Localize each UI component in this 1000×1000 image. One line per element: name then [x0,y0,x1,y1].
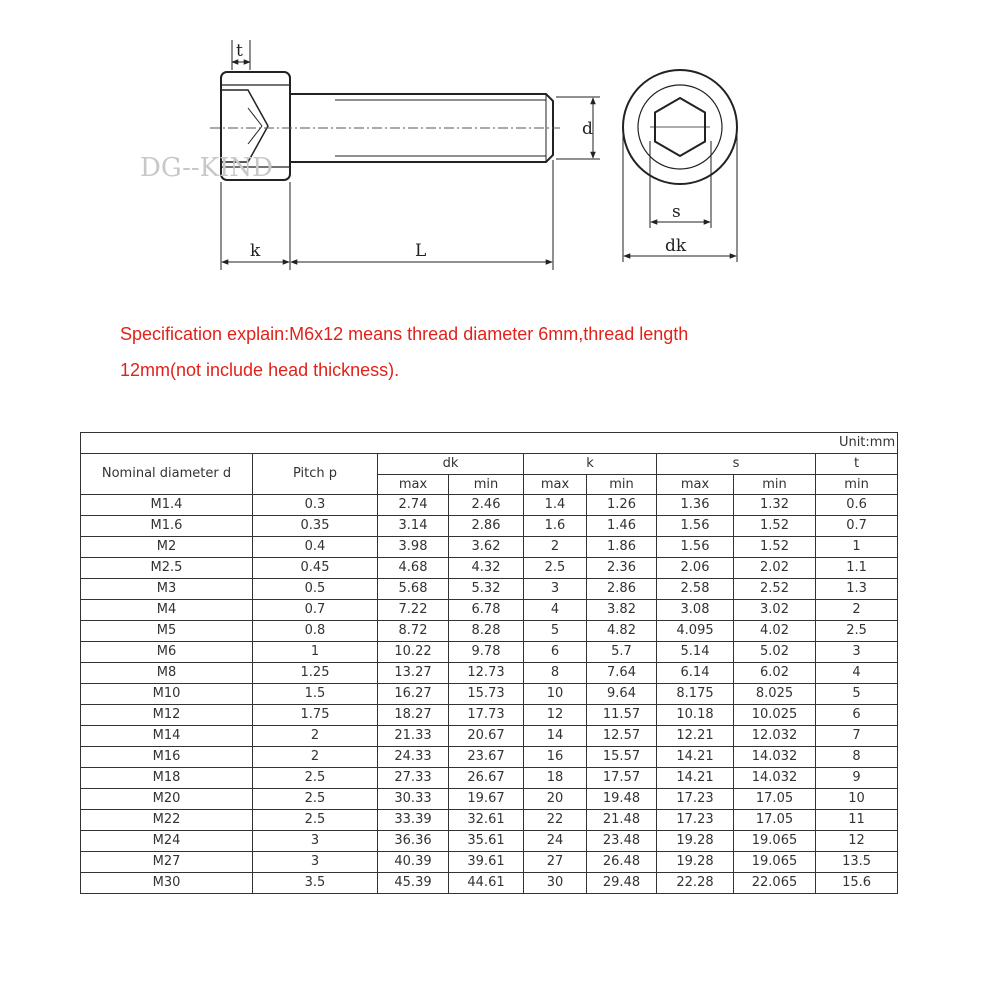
cell-s-max: 3.08 [657,600,734,621]
cell-t-min: 15.6 [816,873,898,894]
cell-pitch: 1.5 [253,684,378,705]
cell-t-min: 8 [816,747,898,768]
cell-k-max: 16 [524,747,587,768]
cell-dk-min: 6.78 [449,600,524,621]
cell-dk-min: 4.32 [449,558,524,579]
cell-s-max: 17.23 [657,810,734,831]
cell-s-min: 19.065 [734,831,816,852]
cell-pitch: 2 [253,747,378,768]
cell-dk-max: 36.36 [378,831,449,852]
cell-dk-max: 13.27 [378,663,449,684]
cell-s-min: 14.032 [734,768,816,789]
spec-explain-line-1: Specification explain:M6x12 means thread diameter 6mm,thread length [120,324,689,344]
cell-k-min: 3.82 [587,600,657,621]
cell-k-max: 18 [524,768,587,789]
cell-dk-max: 21.33 [378,726,449,747]
table-row [81,558,898,579]
cell-s-min: 3.02 [734,600,816,621]
cell-k-min: 9.64 [587,684,657,705]
cell-dk-max: 30.33 [378,789,449,810]
cell-s-min: 19.065 [734,852,816,873]
table-row [81,516,898,537]
cell-nominal: M12 [81,705,253,726]
cell-s-max: 6.14 [657,663,734,684]
cell-k-max: 1.6 [524,516,587,537]
cell-nominal: M1.6 [81,516,253,537]
table-row [81,495,898,516]
cell-nominal: M1.4 [81,495,253,516]
cell-dk-min: 39.61 [449,852,524,873]
cell-k-max: 8 [524,663,587,684]
cell-k-min: 19.48 [587,789,657,810]
cell-nominal: M5 [81,621,253,642]
cell-pitch: 0.8 [253,621,378,642]
label-L: L [415,241,427,261]
cell-s-max: 8.175 [657,684,734,705]
cell-k-min: 12.57 [587,726,657,747]
cell-k-min: 1.26 [587,495,657,516]
table-row [81,789,898,810]
watermark: DG--KIND [140,153,273,183]
header-s-min: min [734,475,816,495]
cell-dk-min: 2.86 [449,516,524,537]
table-row [81,600,898,621]
cell-pitch: 0.7 [253,600,378,621]
table-row [81,621,898,642]
table-row [81,579,898,600]
cell-dk-min: 32.61 [449,810,524,831]
cell-s-min: 5.02 [734,642,816,663]
cell-pitch: 0.4 [253,537,378,558]
cell-s-max: 1.36 [657,495,734,516]
cell-s-min: 10.025 [734,705,816,726]
cell-dk-max: 5.68 [378,579,449,600]
cell-k-max: 24 [524,831,587,852]
label-t: t [236,41,243,61]
screw-technical-drawing [0,0,1000,300]
cell-k-min: 21.48 [587,810,657,831]
cell-dk-min: 15.73 [449,684,524,705]
cell-pitch: 3.5 [253,873,378,894]
cell-k-min: 23.48 [587,831,657,852]
cell-k-min: 26.48 [587,852,657,873]
table-row [81,831,898,852]
cell-k-max: 2.5 [524,558,587,579]
cell-dk-min: 23.67 [449,747,524,768]
cell-t-min: 2 [816,600,898,621]
cell-pitch: 2.5 [253,768,378,789]
cell-s-min: 6.02 [734,663,816,684]
cell-nominal: M4 [81,600,253,621]
cell-dk-max: 8.72 [378,621,449,642]
table-row [81,705,898,726]
cell-pitch: 3 [253,831,378,852]
cell-s-max: 19.28 [657,852,734,873]
cell-t-min: 1.1 [816,558,898,579]
label-dk: dk [665,236,687,256]
cell-k-max: 2 [524,537,587,558]
cell-s-max: 10.18 [657,705,734,726]
cell-dk-min: 17.73 [449,705,524,726]
cell-nominal: M16 [81,747,253,768]
table-row [81,663,898,684]
cell-k-min: 2.36 [587,558,657,579]
label-k: k [250,241,261,261]
cell-t-min: 7 [816,726,898,747]
cell-k-max: 12 [524,705,587,726]
cell-pitch: 0.35 [253,516,378,537]
screw-head-end-view [623,70,737,184]
cell-nominal: M20 [81,789,253,810]
cell-dk-min: 12.73 [449,663,524,684]
cell-dk-max: 3.14 [378,516,449,537]
cell-t-min: 2.5 [816,621,898,642]
cell-k-max: 6 [524,642,587,663]
header-nominal-diameter: Nominal diameter d [81,454,253,495]
cell-s-min: 1.52 [734,516,816,537]
cell-s-max: 19.28 [657,831,734,852]
cell-s-max: 12.21 [657,726,734,747]
cell-nominal: M2.5 [81,558,253,579]
cell-s-min: 17.05 [734,789,816,810]
label-d: d [582,119,593,139]
cell-dk-min: 20.67 [449,726,524,747]
cell-pitch: 0.45 [253,558,378,579]
cell-dk-min: 44.61 [449,873,524,894]
table-row [81,852,898,873]
header-s-max: max [657,475,734,495]
cell-nominal: M18 [81,768,253,789]
cell-t-min: 6 [816,705,898,726]
cell-k-max: 22 [524,810,587,831]
cell-k-max: 1.4 [524,495,587,516]
cell-dk-max: 45.39 [378,873,449,894]
cell-dk-max: 10.22 [378,642,449,663]
table-row [81,810,898,831]
cell-pitch: 0.5 [253,579,378,600]
cell-nominal: M10 [81,684,253,705]
cell-dk-max: 40.39 [378,852,449,873]
cell-s-min: 1.32 [734,495,816,516]
cell-t-min: 10 [816,789,898,810]
table-row [81,873,898,894]
cell-dk-max: 18.27 [378,705,449,726]
cell-nominal: M3 [81,579,253,600]
header-t: t [816,454,898,475]
cell-t-min: 1 [816,537,898,558]
cell-dk-max: 3.98 [378,537,449,558]
table-row [81,768,898,789]
cell-k-max: 10 [524,684,587,705]
cell-dk-min: 2.46 [449,495,524,516]
cell-s-min: 8.025 [734,684,816,705]
cell-k-max: 30 [524,873,587,894]
cell-s-max: 17.23 [657,789,734,810]
cell-t-min: 3 [816,642,898,663]
header-k-min: min [587,475,657,495]
header-k-max: max [524,475,587,495]
cell-s-min: 14.032 [734,747,816,768]
cell-nominal: M8 [81,663,253,684]
cell-k-max: 14 [524,726,587,747]
cell-s-min: 12.032 [734,726,816,747]
header-s: s [657,454,816,475]
table-body [81,495,898,894]
cell-nominal: M14 [81,726,253,747]
label-s: s [672,202,681,222]
cell-s-max: 22.28 [657,873,734,894]
cell-dk-min: 8.28 [449,621,524,642]
header-dk-min: min [449,475,524,495]
table-row [81,726,898,747]
cell-dk-max: 16.27 [378,684,449,705]
cell-nominal: M2 [81,537,253,558]
cell-nominal: M27 [81,852,253,873]
cell-k-min: 17.57 [587,768,657,789]
cell-s-min: 22.065 [734,873,816,894]
cell-s-min: 2.02 [734,558,816,579]
cell-s-max: 2.06 [657,558,734,579]
cell-s-max: 5.14 [657,642,734,663]
cell-s-max: 2.58 [657,579,734,600]
cell-k-min: 2.86 [587,579,657,600]
cell-s-max: 1.56 [657,516,734,537]
cell-k-min: 4.82 [587,621,657,642]
cell-dk-min: 3.62 [449,537,524,558]
cell-s-max: 14.21 [657,768,734,789]
cell-k-max: 4 [524,600,587,621]
cell-k-max: 5 [524,621,587,642]
header-t-min: min [816,475,898,495]
table-row [81,684,898,705]
cell-t-min: 9 [816,768,898,789]
cell-pitch: 2.5 [253,810,378,831]
header-k: k [524,454,657,475]
header-pitch: Pitch p [253,454,378,495]
dimension-table [80,432,898,894]
cell-t-min: 13.5 [816,852,898,873]
unit-label: Unit:mm [81,433,898,454]
cell-pitch: 1 [253,642,378,663]
cell-dk-min: 26.67 [449,768,524,789]
cell-s-max: 14.21 [657,747,734,768]
cell-pitch: 2 [253,726,378,747]
cell-dk-min: 9.78 [449,642,524,663]
cell-k-min: 29.48 [587,873,657,894]
cell-dk-max: 4.68 [378,558,449,579]
table-row [81,747,898,768]
cell-nominal: M30 [81,873,253,894]
cell-t-min: 0.7 [816,516,898,537]
cell-k-max: 3 [524,579,587,600]
cell-dk-max: 27.33 [378,768,449,789]
cell-s-max: 1.56 [657,537,734,558]
cell-dk-max: 2.74 [378,495,449,516]
cell-k-min: 1.86 [587,537,657,558]
cell-s-max: 4.095 [657,621,734,642]
cell-dk-min: 5.32 [449,579,524,600]
cell-k-min: 15.57 [587,747,657,768]
cell-pitch: 0.3 [253,495,378,516]
cell-k-min: 1.46 [587,516,657,537]
cell-t-min: 4 [816,663,898,684]
cell-s-min: 1.52 [734,537,816,558]
spec-explain-line-2: 12mm(not include head thickness). [120,360,400,380]
cell-pitch: 3 [253,852,378,873]
cell-nominal: M22 [81,810,253,831]
dimension-d [556,97,600,159]
cell-t-min: 12 [816,831,898,852]
header-dk: dk [378,454,524,475]
table-row [81,537,898,558]
table-row [81,642,898,663]
cell-t-min: 0.6 [816,495,898,516]
cell-pitch: 2.5 [253,789,378,810]
cell-k-min: 11.57 [587,705,657,726]
cell-k-min: 7.64 [587,663,657,684]
header-dk-max: max [378,475,449,495]
cell-k-max: 27 [524,852,587,873]
cell-s-min: 17.05 [734,810,816,831]
cell-dk-max: 7.22 [378,600,449,621]
cell-s-min: 4.02 [734,621,816,642]
cell-nominal: M24 [81,831,253,852]
cell-t-min: 11 [816,810,898,831]
cell-dk-max: 33.39 [378,810,449,831]
cell-t-min: 5 [816,684,898,705]
cell-pitch: 1.75 [253,705,378,726]
cell-dk-min: 19.67 [449,789,524,810]
cell-dk-min: 35.61 [449,831,524,852]
cell-dk-max: 24.33 [378,747,449,768]
cell-k-min: 5.7 [587,642,657,663]
cell-k-max: 20 [524,789,587,810]
cell-t-min: 1.3 [816,579,898,600]
cell-s-min: 2.52 [734,579,816,600]
cell-pitch: 1.25 [253,663,378,684]
cell-nominal: M6 [81,642,253,663]
